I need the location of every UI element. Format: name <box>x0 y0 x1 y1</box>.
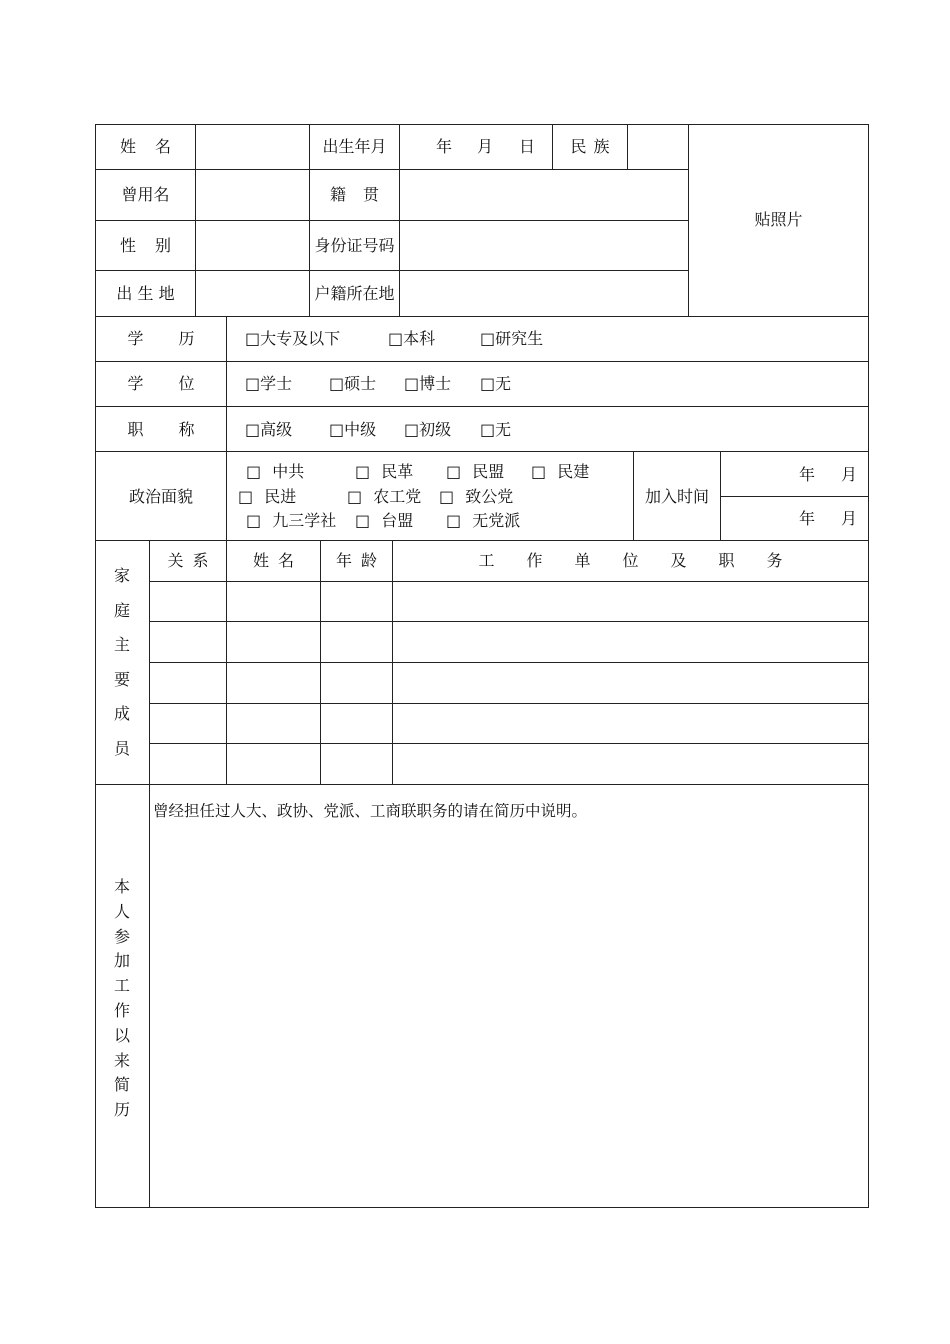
title-option-intermediate[interactable]: □中级 <box>329 420 377 439</box>
resume-label-char: 工 <box>113 976 130 996</box>
divider <box>95 169 689 170</box>
divider <box>95 784 869 785</box>
divider <box>149 540 150 1208</box>
politics-option-nonggong[interactable]: □ 农工党 <box>347 487 422 506</box>
divider <box>95 220 689 221</box>
politics-option-minjian[interactable]: □ 民建 <box>531 462 590 481</box>
birth-date-label: 出生年月 <box>322 137 387 156</box>
id-number-label: 身份证号码 <box>314 236 395 255</box>
family-header-workplace: 工 作 单 位 及 职 务 <box>478 551 783 570</box>
family-label-char: 员 <box>113 738 130 758</box>
divider <box>95 270 689 271</box>
join-year-label-1: 年 <box>799 465 816 484</box>
divider <box>721 496 869 497</box>
birth-day-label: 日 <box>519 137 536 156</box>
family-header-relation: 关 系 <box>167 551 209 570</box>
join-month-label-1: 月 <box>841 465 858 484</box>
divider <box>95 406 869 407</box>
degree-label: 学 位 <box>127 374 195 393</box>
education-option-bachelor[interactable]: □本科 <box>388 329 436 348</box>
resume-label-char: 加 <box>113 951 130 971</box>
divider <box>399 124 400 316</box>
education-option-graduate[interactable]: □研究生 <box>480 329 544 348</box>
politics-option-zhigong[interactable]: □ 致公党 <box>439 487 514 506</box>
title-option-senior[interactable]: □高级 <box>245 420 293 439</box>
photo-placeholder: 贴照片 <box>754 210 803 229</box>
divider <box>226 316 227 581</box>
divider <box>95 361 869 362</box>
degree-option-bachelor[interactable]: □学士 <box>245 374 293 393</box>
politics-option-taimeng[interactable]: □ 台盟 <box>355 511 414 530</box>
politics-label: 政治面貌 <box>128 487 193 506</box>
politics-option-ccp[interactable]: □ 中共 <box>246 462 305 481</box>
family-section-label <box>110 563 134 770</box>
divider <box>627 124 628 169</box>
divider <box>226 581 227 784</box>
family-label-char: 家 <box>113 566 130 585</box>
birth-year-label: 年 <box>436 137 453 156</box>
gender-label: 性 别 <box>119 236 172 255</box>
politics-option-minjin[interactable]: □ 民进 <box>238 487 297 506</box>
title-label: 职 称 <box>127 420 195 439</box>
join-month-label-2: 月 <box>841 509 858 528</box>
family-label-char: 庭 <box>113 600 130 620</box>
resume-label-char: 以 <box>113 1025 130 1045</box>
title-option-none[interactable]: □无 <box>480 420 512 439</box>
politics-option-jiusan[interactable]: □ 九三学社 <box>246 511 337 530</box>
family-header-name: 姓 名 <box>252 551 295 570</box>
education-option-college[interactable]: □大专及以下 <box>245 329 341 348</box>
degree-option-doctor[interactable]: □博士 <box>404 374 452 393</box>
divider <box>95 316 869 317</box>
divider <box>95 451 869 452</box>
former-name-label: 曾用名 <box>121 185 170 204</box>
politics-option-minge[interactable]: □ 民革 <box>355 462 414 481</box>
table-border-right <box>868 124 869 1208</box>
divider <box>149 621 869 622</box>
resume-section-label <box>110 874 134 1122</box>
resume-label-char: 来 <box>113 1050 130 1070</box>
native-place-label: 籍 贯 <box>329 185 380 204</box>
resume-label-char: 人 <box>113 901 130 921</box>
family-label-char: 要 <box>113 669 130 689</box>
divider <box>149 743 869 744</box>
resume-label-char: 本 <box>113 877 130 896</box>
title-option-junior[interactable]: □初级 <box>404 420 452 439</box>
family-header-age: 年 龄 <box>335 551 378 570</box>
resume-label-char: 历 <box>113 1100 130 1120</box>
degree-option-master[interactable]: □硕士 <box>329 374 377 393</box>
hukou-label: 户籍所在地 <box>314 284 395 303</box>
resume-label-char: 参 <box>113 926 130 946</box>
divider <box>392 540 393 784</box>
resume-label-char: 作 <box>113 1000 130 1020</box>
divider <box>149 662 869 663</box>
resume-label-char: 简 <box>113 1075 130 1095</box>
join-time-label: 加入时间 <box>644 487 709 506</box>
education-label: 学 历 <box>127 329 195 348</box>
degree-option-none[interactable]: □无 <box>480 374 512 393</box>
resume-note: 曾经担任过人大、政协、党派、工商联职务的请在简历中说明。 <box>153 802 588 820</box>
divider <box>195 124 196 316</box>
family-label-char: 主 <box>113 635 130 654</box>
birthplace-label: 出 生 地 <box>116 284 175 303</box>
name-label: 姓 名 <box>119 137 172 156</box>
politics-option-minmeng[interactable]: □ 民盟 <box>446 462 505 481</box>
divider <box>149 703 869 704</box>
family-label-char: 成 <box>113 704 130 723</box>
birth-month-label: 月 <box>477 137 494 156</box>
table-border-bottom <box>95 1207 869 1208</box>
divider <box>95 540 869 541</box>
divider <box>720 451 721 540</box>
ethnic-label: 民 族 <box>570 137 610 156</box>
table-border-top <box>95 124 869 125</box>
politics-option-wudangpai[interactable]: □ 无党派 <box>446 511 521 530</box>
divider <box>149 581 869 582</box>
divider <box>320 540 321 784</box>
join-year-label-2: 年 <box>799 509 816 528</box>
